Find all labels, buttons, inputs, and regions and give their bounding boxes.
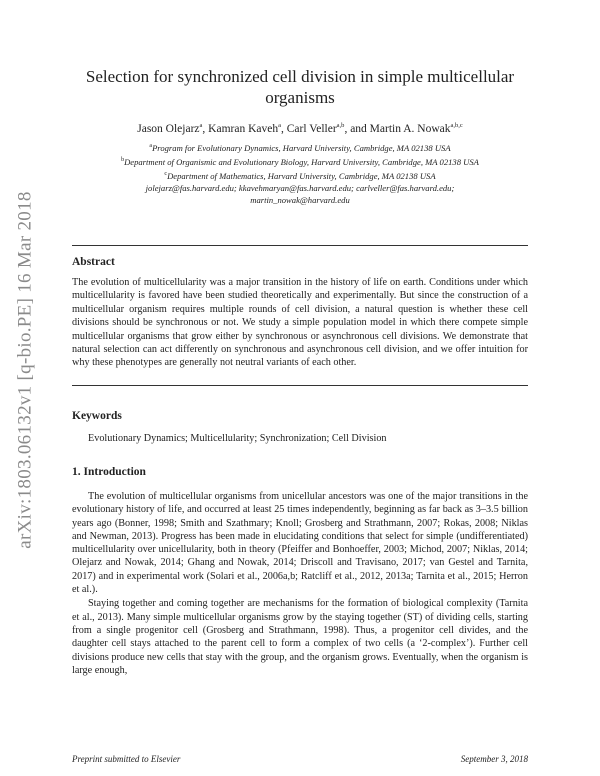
affiliation-text: Department of Mathematics, Harvard University, Cambridge, MA 02138 USA bbox=[167, 170, 436, 181]
divider-top bbox=[72, 245, 528, 246]
author-name: Carl Veller bbox=[286, 122, 337, 135]
arxiv-identifier-text: arXiv:1803.06132v1 [q-bio.PE] 16 Mar 2018 bbox=[15, 191, 36, 549]
keywords-list: Evolutionary Dynamics; Multicellularity; Synchronization; Cell Division bbox=[88, 433, 387, 444]
arxiv-identifier bbox=[14, 190, 38, 550]
title-line-2: organisms bbox=[265, 88, 335, 107]
footer-date: September 3, 2018 bbox=[460, 754, 528, 764]
paper-title bbox=[72, 66, 528, 108]
page-footer bbox=[72, 754, 528, 764]
divider-bottom bbox=[72, 385, 528, 386]
affiliation-mark: b bbox=[121, 156, 125, 163]
affiliation-text: Department of Organismic and Evolutionary Biology, Harvard University, Cambridge, MA 02138 USA bbox=[124, 156, 479, 167]
keywords-heading: Keywords bbox=[72, 410, 122, 422]
author-name: Jason Olejarz bbox=[137, 122, 200, 135]
email-line-1: jolejarz@fas.harvard.edu; kkavehmaryan@fas.harvard.edu; carlveller@fas.harvard.edu; bbox=[145, 182, 455, 193]
author-name: Martin A. Nowak bbox=[369, 122, 451, 135]
affiliation-line bbox=[72, 140, 528, 154]
author-list: Jason Olejarz$^a$, Kamran Kaveh$^a$, Carl Veller$^{a,b}$, and Martin A. Nowak$^{a,b,c}$ bbox=[137, 122, 463, 135]
author-affil-mark: a bbox=[278, 122, 281, 129]
affiliation-mark: a bbox=[149, 143, 153, 149]
author-name: Kamran Kaveh bbox=[208, 122, 279, 135]
paragraph: Staying together and coming together are mechanisms for the formation of biological complexity (Tarnita et al., 2013). Many simple multicellular organisms grow by the staying together (ST) of dividing cells, starting from a single progenitor cell (Grosberg and Strathmann, 1998). Thus, a progenitor cell divides, and the daughter cell stays attached to the parent cell to form a complex of two cells (a ‘2-complex’). Further cell divisions produce new cells that stay with the group, and the organism grows. Eventually, when the organism is large enough, bbox=[72, 598, 528, 676]
affiliation-line bbox=[72, 154, 528, 168]
affiliation-line bbox=[72, 168, 528, 182]
introduction-body bbox=[72, 490, 528, 677]
footer-preprint-note: Preprint submitted to Elsevier bbox=[72, 754, 181, 764]
abstract-body: The evolution of multicellularity was a major transition in the history of life on earth. Conditions under which multicellularity is favored have been studied theoretically and experimentally. But since the construction of a multicellular organism requires multiple rounds of cell division, a natural question is whether these cell divisions should be synchronous or not. We study a simple population model in which there compete simple multicellular organisms that grow either by synchronous or asynchronous cell divisions. We demonstrate that natural selection can act differently on synchronous and asynchronous cell division, and we offer intuition for why these phenotypes are generally not neutral variants of each other. bbox=[72, 277, 528, 369]
affiliation-text: Program for Evolutionary Dynamics, Harvard University, Cambridge, MA 02138 USA bbox=[152, 142, 451, 153]
paragraph: The evolution of multicellular organisms from unicellular ancestors was one of the major transitions in the evolutionary history of life, and occurred at least 25 times independently, beginning as far back as 3–3.5 billion years ago (Bonner, 1998; Smith and Szathmary; Knoll; Grosberg and Strathmann, 2007; Rokas, 2008; Niklas and Newman, 2013). Progress has been made in elucidating conditions that select for simple (undifferentiated) multicellularity over unicellularity, both in theory (Pfeiffer and Bonhoeffer, 2003; Michod, 2007; Niklas, 2014; Olejarz and Nowak, 2014; Ghang and Nowak, 2014; Driscoll and Travisano, 2017; van Gestel and Tarnita, 2017) and in experimental work (Solari et al., 2006a,b; Ratcliff et al., 2012, 2013a; Tarnita et al., 2015; Herron et al.). bbox=[72, 491, 528, 596]
abstract-heading: Abstract bbox=[72, 256, 115, 268]
email-line-2: martin_nowak@harvard.edu bbox=[250, 194, 350, 205]
author-conjunction: and bbox=[350, 122, 367, 135]
author-affil-mark: a bbox=[199, 122, 203, 129]
section-heading-introduction: 1. Introduction bbox=[72, 466, 146, 478]
title-line-1: Selection for synchronized cell division in simple multicellular bbox=[85, 67, 515, 86]
author-affil-mark: a,b,c bbox=[450, 122, 463, 129]
affiliations bbox=[72, 140, 528, 206]
author-affil-mark: a,b bbox=[336, 122, 345, 129]
affiliation-mark: c bbox=[164, 170, 168, 177]
